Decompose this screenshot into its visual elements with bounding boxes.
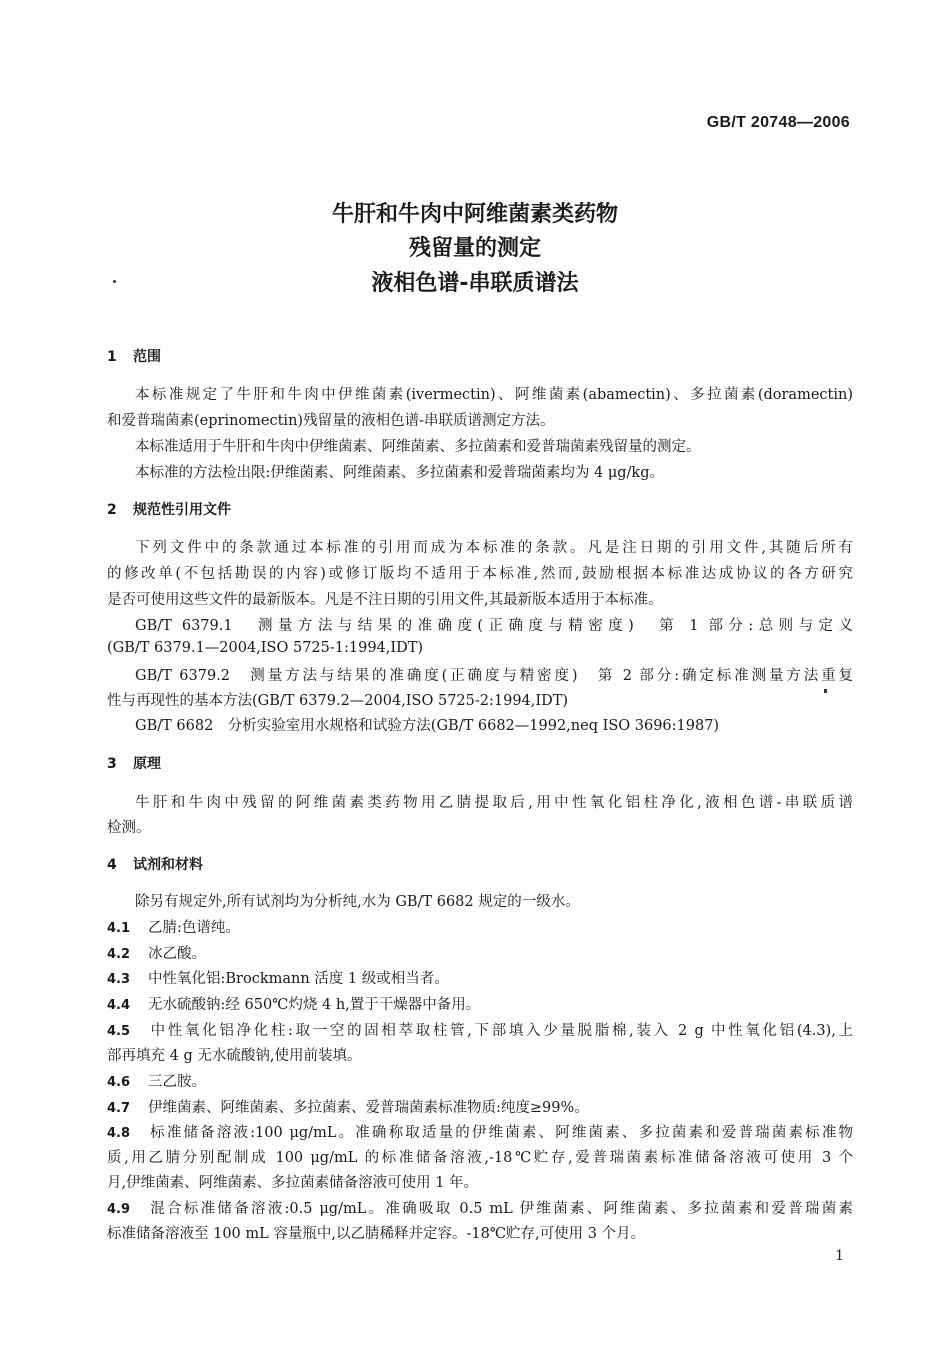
reference-line: GB/T 6379.1 测量方法与结果的准确度(正确度与精密度) 第 1 部分:总则与定义 xyxy=(135,618,853,634)
paragraph-line: 部再填充 4 g 无水硫酸钠,使用前装填。 xyxy=(107,1048,362,1064)
item-text: 标准储备溶液:100 μg/mL。准确称取适量的伊维菌素、阿维菌素、多拉菌素和爱普瑞菌素标准物 xyxy=(148,1125,853,1141)
paragraph-line: 标准储备溶液至 100 mL 容量瓶中,以乙腈稀释并定容。-18℃贮存,可使用 3 个月。 xyxy=(107,1226,646,1242)
paragraph-line: 本标准适用于牛肝和牛肉中伊维菌素、阿维菌素、多拉菌素和爱普瑞菌素残留量的测定。 xyxy=(135,439,701,455)
paragraph-line: 质,用乙腈分别配制成 100 μg/mL 的标准储备溶液,-18℃贮存,爱普瑞菌素标准储备溶液可使用 3 个 xyxy=(107,1150,853,1166)
section-number: 4 xyxy=(107,857,117,873)
list-item xyxy=(107,967,449,988)
item-number: 4.4 xyxy=(107,998,131,1013)
section-number: 2 xyxy=(107,502,117,518)
item-number: 4.2 xyxy=(107,947,131,962)
list-item xyxy=(107,916,240,937)
item-text: 伊维菌素、阿维菌素、多拉菌素、爱普瑞菌素标准物质:纯度≥99%。 xyxy=(148,1100,589,1116)
list-item xyxy=(107,1070,206,1091)
standard-code: GB/T 20748—2006 xyxy=(706,114,850,131)
section-3-heading xyxy=(107,753,161,773)
item-number: 4.8 xyxy=(107,1126,131,1141)
paragraph-line: 本标准的方法检出限:伊维菌素、阿维菌素、多拉菌素和爱普瑞菌素均为 4 μg/kg。 xyxy=(135,465,664,481)
scan-speck xyxy=(824,689,827,693)
page-number: 1 xyxy=(835,1248,844,1264)
reference-line: GB/T 6682 分析实验室用水规格和试验方法(GB/T 6682—1992,neq ISO 3696:1987) xyxy=(135,718,720,734)
item-number: 4.5 xyxy=(107,1024,131,1039)
paragraph-line: 本标准规定了牛肝和牛肉中伊维菌素(ivermectin)、阿维菌素(abamectin)、多拉菌素(doramectin) xyxy=(135,387,853,403)
paragraph-line: 是否可使用这些文件的最新版本。凡是不注日期的引用文件,其最新版本适用于本标准。 xyxy=(107,592,663,608)
paragraph-line: 检测。 xyxy=(107,820,151,836)
scan-speck xyxy=(113,280,116,283)
section-number: 1 xyxy=(107,349,117,365)
item-number: 4.3 xyxy=(107,972,131,987)
section-title: 规范性引用文件 xyxy=(133,502,231,518)
item-text: 乙腈:色谱纯。 xyxy=(148,920,240,936)
section-1-heading xyxy=(107,346,161,366)
list-item xyxy=(107,1019,853,1040)
title-line-2: 残留量的测定 xyxy=(408,236,541,261)
list-item xyxy=(107,1121,853,1142)
item-text: 冰乙酸。 xyxy=(148,946,206,962)
reference-line: (GB/T 6379.1—2004,ISO 5725-1:1994,IDT) xyxy=(107,640,424,656)
paragraph-line: 牛肝和牛肉中残留的阿维菌素类药物用乙腈提取后,用中性氧化铝柱净化,液相色谱-串联质谱 xyxy=(135,795,853,811)
title-line-1: 牛肝和牛肉中阿维菌素类药物 xyxy=(331,202,618,227)
section-4-heading xyxy=(107,854,203,874)
paragraph-line: 的修改单(不包括勘误的内容)或修订版均不适用于本标准,然而,鼓励根据本标准达成协议的各方研究 xyxy=(107,566,853,582)
section-title: 试剂和材料 xyxy=(133,857,203,873)
list-item xyxy=(107,993,480,1014)
paragraph-line: 除另有规定外,所有试剂均为分析纯,水为 GB/T 6682 规定的一级水。 xyxy=(135,894,580,910)
list-item xyxy=(107,1096,589,1117)
list-item xyxy=(107,942,206,963)
item-text: 混合标准储备溶液:0.5 μg/mL。准确吸取 0.5 mL 伊维菌素、阿维菌素、多拉菌素和爱普瑞菌素 xyxy=(148,1201,853,1217)
title-line-3: 液相色谱-串联质谱法 xyxy=(371,271,579,296)
section-2-heading xyxy=(107,499,231,519)
section-number: 3 xyxy=(107,756,117,772)
reference-line: 性与再现性的基本方法(GB/T 6379.2—2004,ISO 5725-2:1994,IDT) xyxy=(107,693,569,709)
paragraph-line: 月,伊维菌素、阿维菌素、多拉菌素储备溶液可使用 1 年。 xyxy=(107,1175,479,1191)
reference-line: GB/T 6379.2 测量方法与结果的准确度(正确度与精密度) 第 2 部分:确定标准测量方法重复 xyxy=(135,668,853,684)
item-text: 中性氧化铝:Brockmann 活度 1 级或相当者。 xyxy=(148,971,449,987)
section-title: 范围 xyxy=(133,349,161,365)
item-text: 无水硫酸钠:经 650℃灼烧 4 h,置于干燥器中备用。 xyxy=(148,997,481,1013)
item-number: 4.9 xyxy=(107,1202,131,1217)
paragraph-line: 下列文件中的条款通过本标准的引用而成为本标准的条款。凡是注日期的引用文件,其随后所有 xyxy=(135,540,853,556)
item-text: 中性氧化铝净化柱:取一空的固相萃取柱管,下部填入少量脱脂棉,装入 2 g 中性氧化铝(4.3),上 xyxy=(148,1023,853,1039)
list-item xyxy=(107,1197,853,1218)
paragraph-line: 和爱普瑞菌素(eprinomectin)残留量的液相色谱-串联质谱测定方法。 xyxy=(107,413,555,429)
item-text: 三乙胺。 xyxy=(148,1074,206,1090)
item-number: 4.1 xyxy=(107,921,131,936)
item-number: 4.6 xyxy=(107,1075,131,1090)
section-title: 原理 xyxy=(133,756,161,772)
item-number: 4.7 xyxy=(107,1101,131,1116)
